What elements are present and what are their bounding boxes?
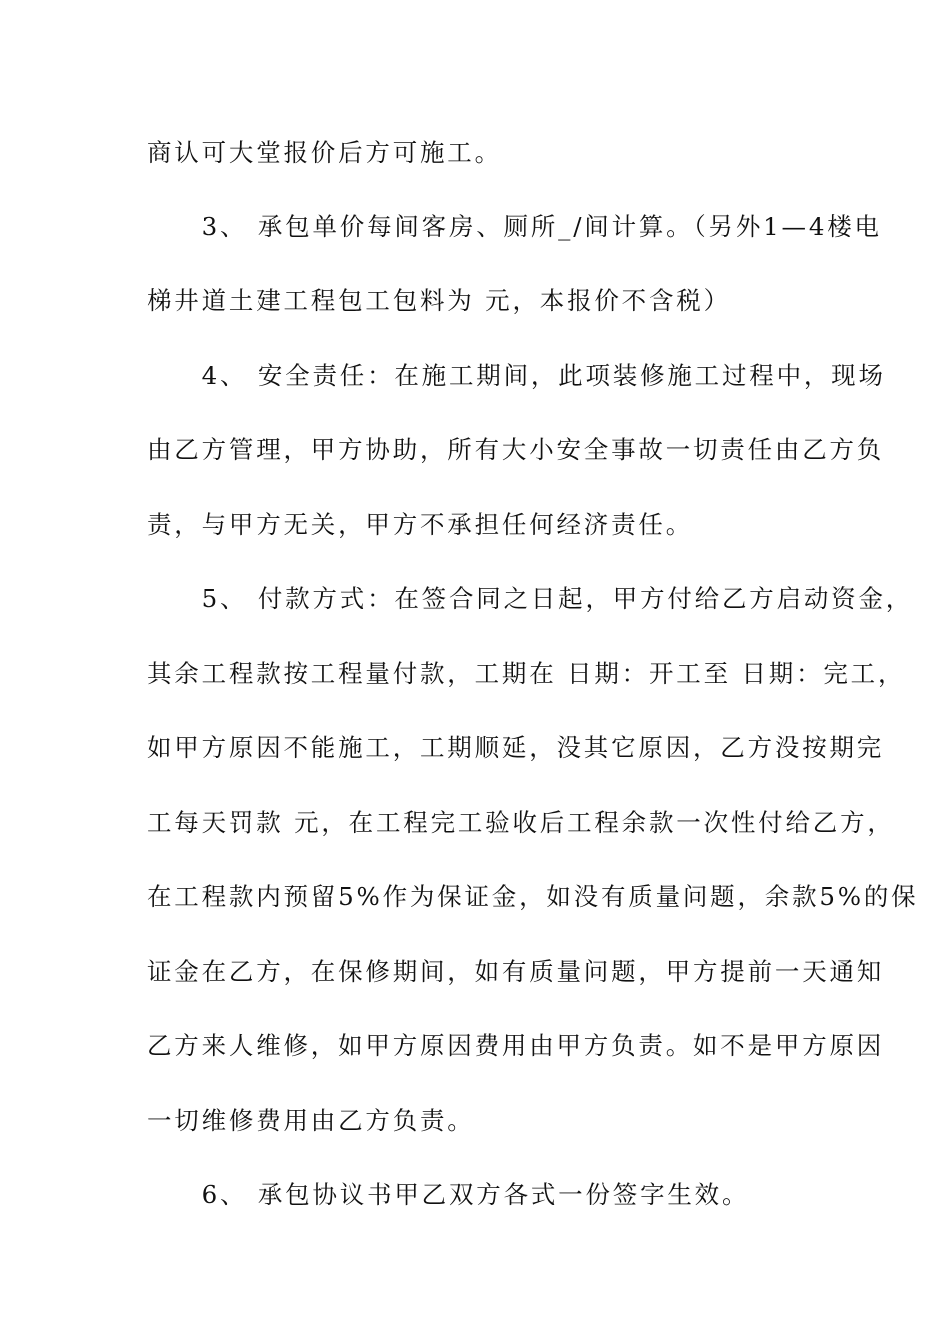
text-line: 4、 安全责任：在施工期间，此项装修施工过程中，现场 <box>147 361 886 390</box>
text-line: 责，与甲方无关，甲方不承担任何经济责任。 <box>147 510 693 539</box>
text-line: 如甲方原因不能施工，工期顺延，没其它原因，乙方没按期完 <box>147 733 885 762</box>
text-line: 由乙方管理，甲方协助，所有大小安全事故一切责任由乙方负 <box>147 435 885 464</box>
text-line: 其余工程款按工程量付款，工期在 日期：开工至 日期：完工， <box>147 659 906 688</box>
text-line: 一切维修费用由乙方负责。 <box>147 1106 475 1135</box>
text-line: 6、 承包协议书甲乙双方各式一份签字生效。 <box>147 1180 750 1209</box>
text-line: 5、 付款方式：在签合同之日起，甲方付给乙方启动资金， <box>147 584 914 613</box>
text-line: 工每天罚款 元，在工程完工验收后工程余款一次性付给乙方， <box>147 808 895 837</box>
text-line: 3、 承包单价每间客房、厕所_/间计算。（另外1—4楼电 <box>147 212 882 241</box>
text-line: 梯井道土建工程包工包料为 元，本报价不含税） <box>147 286 731 315</box>
text-line: 证金在乙方，在保修期间，如有质量问题，甲方提前一天通知 <box>147 957 885 986</box>
text-line: 乙方来人维修，如甲方原因费用由甲方负责。如不是甲方原因 <box>147 1031 885 1060</box>
text-line: 商认可大堂报价后方可施工。 <box>147 138 502 167</box>
text-line: 在工程款内预留5%作为保证金，如没有质量问题，余款5%的保 <box>147 882 919 911</box>
